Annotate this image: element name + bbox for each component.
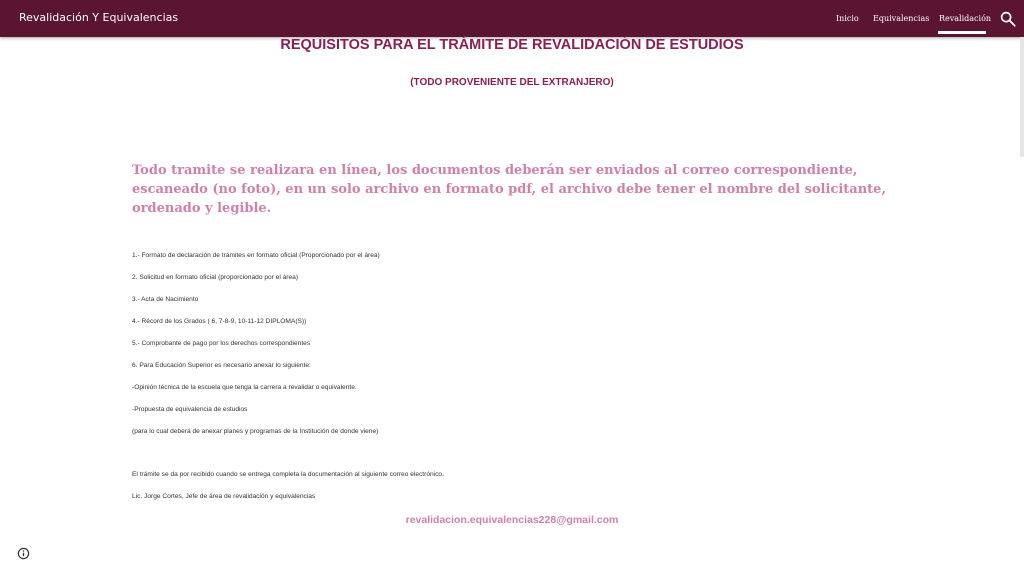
requirement-item: 1.- Formato de declaración de trámites en formato oficial (Proporcionado por el área) [132,252,380,259]
active-tab-indicator [938,31,986,34]
requirement-item: 3.- Acta de Nacimiento [132,296,199,303]
top-app-bar [0,0,1024,37]
nav-item-equivalencias[interactable]: Equivalencias [873,14,930,23]
contact-line: Lic. Jorge Cortes, Jefe de área de revalidación y equivalencias [132,493,316,500]
search-icon[interactable] [999,10,1017,28]
requirement-item: 5.- Comprobante de pago por los derechos correspondientes [132,340,311,347]
page-scrollbar[interactable] [1020,37,1024,157]
requirement-item: 4.- Récord de los Grados ( 6, 7-8-9, 10-11-12 DIPLOMA(S)) [132,318,307,325]
nav-item-inicio[interactable]: Inicio [836,14,859,23]
requirement-item: 6. Para Educación Superior es necesario anexar lo siguiente: [132,362,311,369]
nav-item-revalidacion[interactable]: Revalidación [939,14,992,23]
closing-note: El trámite se da por recibido cuando se entrega completa la documentación al siguiente correo electrónico. [132,471,444,478]
intro-paragraph: Todo tramite se realizara en línea, los documentos deberán ser enviados al correo correspondiente, escaneado (no foto), en un solo archivo en formato pdf, el archivo debe tener el nombre del solicitante, ordenado y legible. [132,163,886,216]
requirement-item: -Propuesta de equivalencia de estudios [132,406,248,413]
site-title[interactable]: Revalidación Y Equivalencias [19,11,179,24]
requirement-item: (para lo cual deberá de anexar planes y programas de la Institución de donde viene) [132,428,379,435]
requirement-item: 2. Solicitud en formato oficial (proporcionado por el área) [132,274,299,281]
info-icon[interactable] [17,547,30,560]
requirement-item: -Opinión técnica de la escuela que tenga la carrera a revalidar o equivalente. [132,384,357,391]
page-heading: REQUISITOS PARA EL TRÁMITE DE REVALIDACIÓN DE ESTUDIOS [280,37,744,53]
page-subheading: (TODO PROVENIENTE DEL EXTRANJERO) [410,77,614,88]
contact-email[interactable]: revalidacion.equivalencias228@gmail.com [405,514,619,526]
